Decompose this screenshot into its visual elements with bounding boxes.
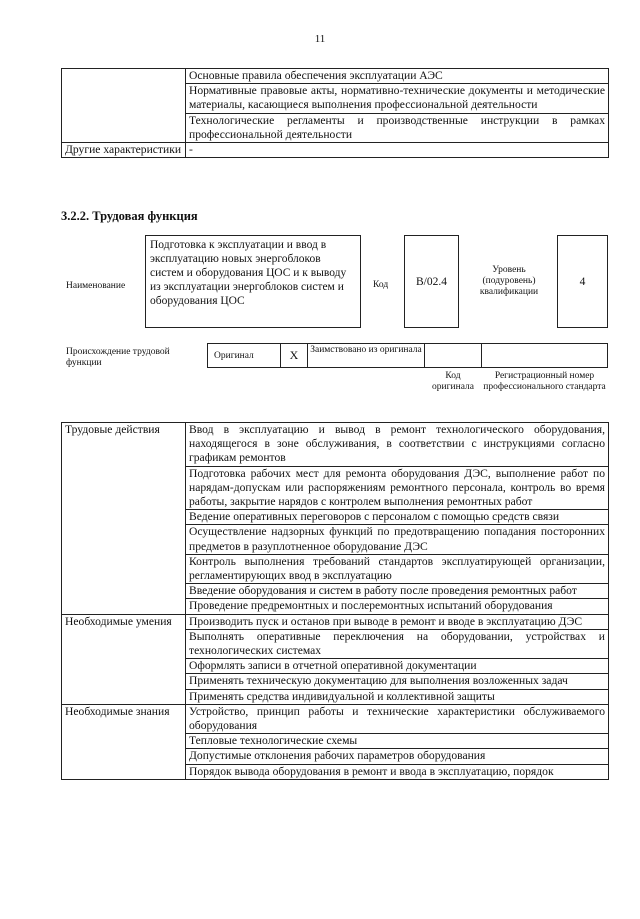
original-mark-cell: [280, 343, 308, 368]
original-cell: [207, 343, 281, 368]
function-details-table: [61, 422, 609, 780]
table-row: [62, 525, 609, 554]
level-value: 4: [579, 276, 586, 288]
row-label: [62, 69, 186, 84]
function-name-value: Подготовка к эксплуатации и ввод в эксплуатацию новых энергоблоков систем и оборудования ЦОС и к выводу из эксплуатации энергоблоков систем и оборудования ЦОС: [150, 239, 347, 307]
table-row: [62, 599, 609, 614]
section-heading: 3.2.2. Трудовая функция: [61, 209, 198, 223]
row-text: Ввод в эксплуатацию и вывод в ремонт технологического оборудования, находящегося в зоне обслуживания, в соответствии с инструкциями согласно графикам ремонтов: [186, 423, 609, 467]
row-text: Основные правила обеспечения эксплуатации АЭС: [186, 69, 609, 84]
level-label: Уровень (подуровень) квалификации: [479, 265, 539, 297]
row-label: [62, 629, 186, 658]
borrowed-cell: [307, 343, 425, 368]
table-row: [62, 764, 609, 779]
code-caption: Код оригинала: [432, 371, 474, 392]
row-label: [62, 689, 186, 704]
row-label: [62, 749, 186, 764]
table-row: [62, 466, 609, 510]
function-name-box: [145, 235, 361, 328]
page-number: 11: [314, 33, 326, 45]
row-label: [62, 599, 186, 614]
qualification-table: [61, 68, 609, 158]
borrowed-label: Заимствовано из оригинала: [310, 345, 422, 355]
table-row: [62, 659, 609, 674]
row-label: [62, 510, 186, 525]
registration-number-cell: [481, 343, 608, 368]
row-label: Другие характеристики: [62, 143, 186, 158]
name-label: Наименование: [66, 281, 126, 291]
row-label: [62, 466, 186, 510]
table-row: [62, 749, 609, 764]
table-row: [62, 510, 609, 525]
row-text: -: [186, 143, 609, 158]
row-label: [62, 674, 186, 689]
row-label: Необходимые умения: [62, 614, 186, 629]
row-text: Введение оборудования и систем в работу после проведения ремонтных работ: [186, 584, 609, 599]
row-label: [62, 764, 186, 779]
row-text: Контроль выполнения требований стандартов эксплуатирующей организации, регламентирующих ввод в эксплуатацию: [186, 554, 609, 583]
row-text: Применять средства индивидуальной и коллективной защиты: [186, 689, 609, 704]
row-text: Ведение оперативных переговоров с персоналом с помощью средств связи: [186, 510, 609, 525]
origin-label: Происхождение трудовой функции: [66, 347, 170, 368]
row-text: Проведение предремонтных и послеремонтных испытаний оборудования: [186, 599, 609, 614]
original-mark: X: [289, 348, 299, 362]
table-row: [62, 69, 609, 84]
row-label: [62, 734, 186, 749]
table-row: [62, 674, 609, 689]
table-row: [62, 113, 609, 142]
table-row: [62, 629, 609, 658]
row-label: [62, 84, 186, 113]
row-label: [62, 113, 186, 142]
row-label: [62, 525, 186, 554]
row-text: Применять техническую документацию для выполнения возложенных задач: [186, 674, 609, 689]
table-row: [62, 689, 609, 704]
row-text: Подготовка рабочих мест для ремонта оборудования ДЭС, выполнение работ по нарядам-допускам или распоряжениям ремонтного персонала, контроль во время работы, закрытие нарядов с контролем выполнения ремонтных работ: [186, 466, 609, 510]
code-value: В/02.4: [416, 276, 447, 288]
original-label: Оригинал: [214, 351, 254, 361]
row-label: Необходимые знания: [62, 704, 186, 733]
row-text: Осуществление надзорных функций по предотвращению попадания посторонних предметов в разуплотненное оборудование ДЭС: [186, 525, 609, 554]
row-text: Устройство, принцип работы и технические характеристики обслуживаемого оборудования: [186, 704, 609, 733]
table-row: [62, 143, 609, 158]
row-label: Трудовые действия: [62, 423, 186, 467]
row-text: Выполнять оперативные переключения на оборудовании, устройствах и технологических системах: [186, 629, 609, 658]
code-label: Код: [373, 280, 389, 290]
row-text: Оформлять записи в отчетной оперативной документации: [186, 659, 609, 674]
origin-code-cell: [424, 343, 482, 368]
table-row: [62, 554, 609, 583]
row-text: Допустимые отклонения рабочих параметров оборудования: [186, 749, 609, 764]
row-text: Технологические регламенты и производственные инструкции в рамках профессиональной деятельности: [186, 113, 609, 142]
table-row: [62, 84, 609, 113]
table-row: [62, 734, 609, 749]
row-text: Порядок вывода оборудования в ремонт и ввода в эксплуатацию, порядок: [186, 764, 609, 779]
row-text: Тепловые технологические схемы: [186, 734, 609, 749]
code-box: [404, 235, 459, 328]
row-label: [62, 659, 186, 674]
row-label: [62, 554, 186, 583]
level-box: [557, 235, 608, 328]
table-row: [62, 423, 609, 467]
table-row: [62, 584, 609, 599]
table-row: [62, 614, 609, 629]
row-text: Нормативные правовые акты, нормативно-технические документы и методические материалы, касающиеся выполнения профессиональной деятельности: [186, 84, 609, 113]
row-label: [62, 584, 186, 599]
table-row: [62, 704, 609, 733]
registration-caption: Регистрационный номер профессионального стандарта: [483, 371, 606, 392]
row-text: Производить пуск и останов при выводе в ремонт и вводе в эксплуатацию ДЭС: [186, 614, 609, 629]
